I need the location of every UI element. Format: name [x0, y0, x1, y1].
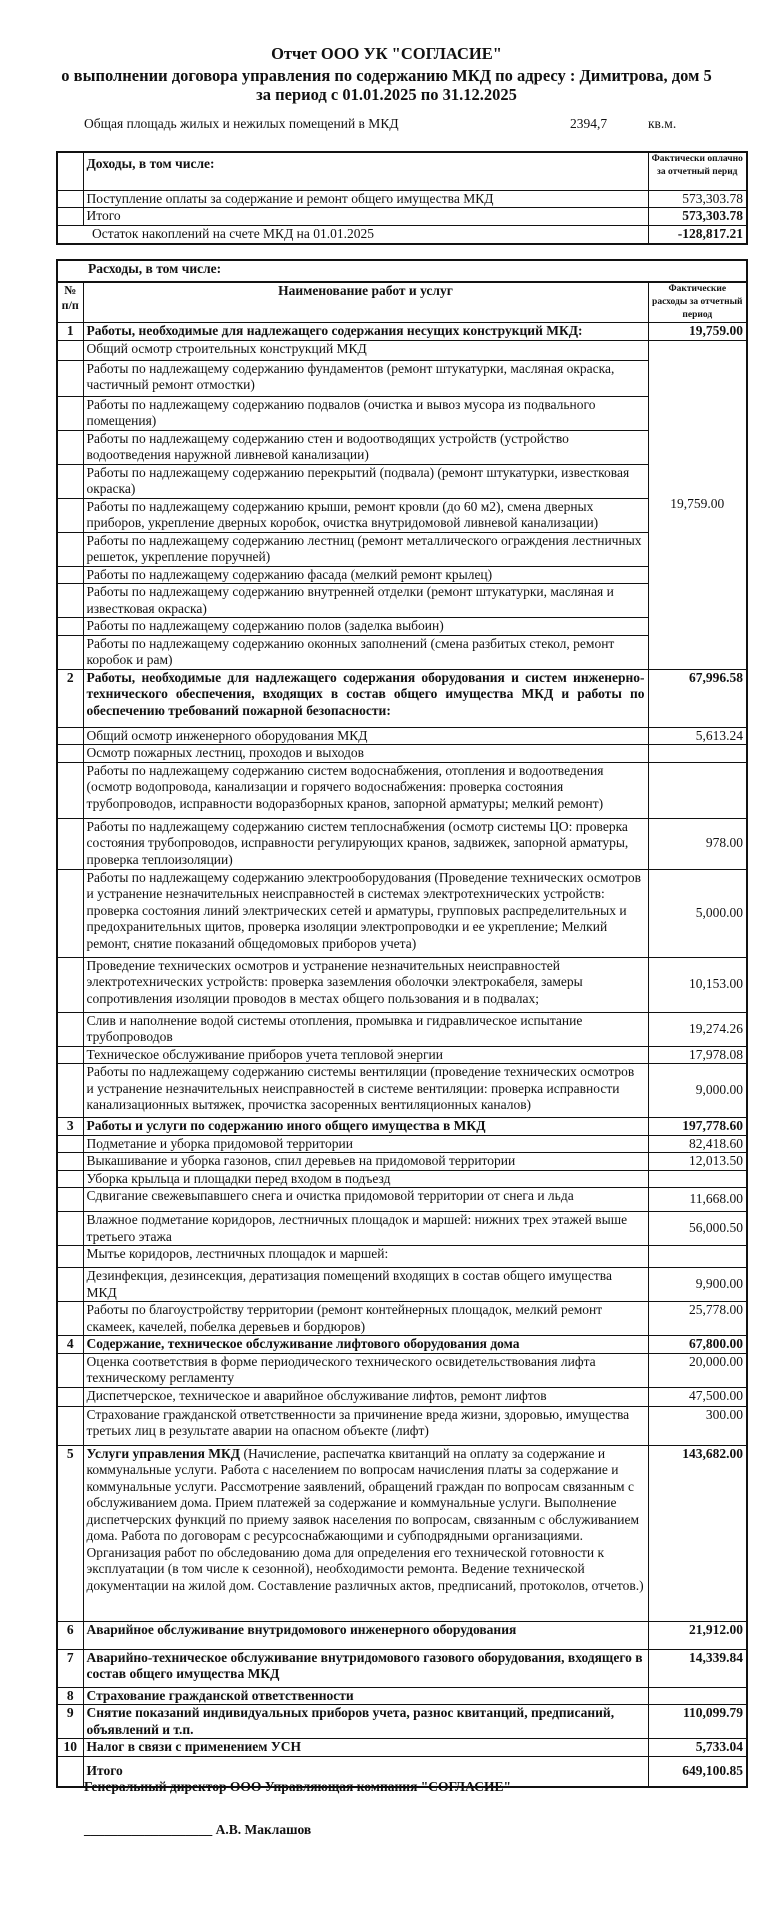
item-row: [57, 1387, 747, 1406]
area-label: Общая площадь жилых и нежилых помещений в МКД: [84, 116, 399, 131]
item-text: Мытье коридоров, лестничных площадок и маршей:: [83, 1246, 648, 1268]
col-num-header: № п/п: [57, 282, 83, 323]
signature-position: Генеральный директор ООО Управляющая компания "СОГЛАСИЕ": [84, 1779, 511, 1794]
section-title-text: Услуги управления МКД: [86, 1445, 241, 1461]
item-value: 9,000.00: [648, 1064, 747, 1118]
item-row: [57, 1302, 747, 1336]
item-value: 17,978.08: [648, 1046, 747, 1064]
item-num-cell: [57, 869, 83, 957]
balance-label: Остаток накоплений на счете МКД на 01.01.2025: [57, 226, 648, 244]
section-number: 5: [57, 1445, 83, 1621]
item-text: Оценка соответствия в форме периодического технического освидетельствования лифта техническому регламенту: [83, 1353, 648, 1387]
section-title: [83, 1445, 648, 1621]
section-title-text: Содержание, техническое обслуживание лифтового оборудования дома: [86, 1336, 520, 1351]
item-num-cell: [57, 957, 83, 1012]
section-row: [57, 669, 747, 727]
section-title-text: Работы, необходимые для надлежащего содержания несущих конструкций МКД:: [86, 323, 583, 338]
item-value: [648, 762, 747, 818]
section-title: [83, 1336, 648, 1354]
item-num-cell: [57, 1268, 83, 1302]
section-title: [83, 1621, 648, 1649]
item-text: Техническое обслуживание приборов учета тепловой энергии: [83, 1046, 648, 1064]
item-num-cell: [57, 1353, 83, 1387]
item-row: [57, 745, 747, 763]
item-text: Общий осмотр строительных конструкций МКД: [83, 340, 648, 360]
section-number: 6: [57, 1621, 83, 1649]
expenses-total-label: Итого: [83, 1756, 648, 1787]
item-num-cell: [57, 430, 83, 464]
section-title: [83, 1649, 648, 1687]
item-num-cell: [57, 464, 83, 498]
item-num-cell: [57, 584, 83, 618]
item-row: [57, 1353, 747, 1387]
expenses-title-row: [57, 260, 747, 282]
income-total-value: 573,303.78: [648, 208, 747, 226]
income-total-row: [57, 208, 747, 226]
section-title-text: Налог в связи с применением УСН: [86, 1739, 302, 1754]
area-unit: кв.м.: [648, 116, 677, 131]
item-value: 5,613.24: [648, 727, 747, 745]
item-text: Работы по надлежащему содержанию полов (заделка выбоин): [83, 618, 648, 636]
item-row: [57, 1153, 747, 1171]
section-row: [57, 1687, 747, 1705]
signature-line: ___________________: [84, 1822, 213, 1837]
item-num-cell: [57, 396, 83, 430]
item-num-cell: [57, 360, 83, 396]
section-row: [57, 1739, 747, 1757]
item-text: Проведение технических осмотров и устранение незначительных неисправностей электротехнических устройств: проверка заземления оболочки электрокабеля, замеры сопротивления изоляции проводов в местах общего пользования и в подвалах;: [83, 957, 648, 1012]
item-num-cell: [57, 818, 83, 869]
income-header-row: [57, 152, 747, 190]
income-title: Доходы, в том числе:: [83, 152, 648, 190]
item-num-cell: [57, 1135, 83, 1153]
expenses-title: Расходы, в том числе:: [57, 260, 747, 282]
item-text: Работы по надлежащему содержанию фасада (мелкий ремонт крылец): [83, 566, 648, 584]
section-row: [57, 1649, 747, 1687]
item-text: Слив и наполнение водой системы отопления, промывка и гидравлическое испытание трубопроводов: [83, 1012, 648, 1046]
item-row: [57, 464, 747, 498]
income-row-label: Поступление оплаты за содержание и ремонт общего имущества МКД: [83, 190, 648, 208]
item-text: Работы по надлежащему содержанию электрооборудования (Проведение технических осмотров и устранение незначительных неисправностей в системах электротехнических устройств: проверка состояния линий электрических сетей и арматуры, групповых распределительных и предохранительных щитов, проверка изоляции электропроводки и ее укрепление; Мелкий ремонт, снятие показаний общедомовых приборов учета): [83, 869, 648, 957]
section-title: [83, 1118, 648, 1136]
section-title-text: Снятие показаний индивидуальных приборов учета, разнос квитанций, предписаний, объявлений и т.п.: [86, 1705, 615, 1737]
item-text: Работы по надлежащему содержанию подвалов (очистка и вывоз мусора из подвального помещения): [83, 396, 648, 430]
income-row-value: 573,303.78: [648, 190, 747, 208]
item-num-cell: [57, 498, 83, 532]
item-row: [57, 566, 747, 584]
section-number: 7: [57, 1649, 83, 1687]
item-text: Работы по надлежащему содержанию оконных заполнений (смена разбитых стекол, ремонт коробок и рам): [83, 635, 648, 669]
section-number: 9: [57, 1705, 83, 1739]
item-row: [57, 1046, 747, 1064]
item-row: [57, 1135, 747, 1153]
item-num-cell: [57, 340, 83, 360]
item-row: [57, 532, 747, 566]
income-total-label: Итого: [83, 208, 648, 226]
total-num-cell: [57, 1756, 83, 1787]
item-text: Работы по надлежащему содержанию стен и водоотводящих устройств (устройство водоотведения наружной ливневой канализации): [83, 430, 648, 464]
item-value: 82,418.60: [648, 1135, 747, 1153]
item-text: Работы по надлежащему содержанию систем теплоснабжения (осмотр системы ЦО: проверка состояния трубопроводов, исправности регулирующих кранов, задвижек, запорной арматуры, проверка теплоизоляции): [83, 818, 648, 869]
item-row: [57, 1170, 747, 1188]
item-num-cell: [57, 1046, 83, 1064]
report-period: за период с 01.01.2025 по 31.12.2025: [256, 85, 517, 104]
item-text: Выкашивание и уборка газонов, спил деревьев на придомовой территории: [83, 1153, 648, 1171]
income-col-header: Фактически оплачно за отчетный перид: [648, 152, 747, 190]
report-title: Отчет ООО УК "СОГЛАСИЕ": [271, 44, 502, 63]
section-title-text: Работы и услуги по содержанию иного общего имущества в МКД: [86, 1118, 486, 1133]
item-value: 20,000.00: [648, 1353, 747, 1387]
item-text: Влажное подметание коридоров, лестничных площадок и маршей: нижних трех этажей выше третьего этажа: [83, 1212, 648, 1246]
section-value: 197,778.60: [648, 1118, 747, 1136]
item-num-cell: [57, 532, 83, 566]
signature-line-row: [84, 1822, 311, 1838]
item-row: [57, 1212, 747, 1246]
item-row: [57, 1246, 747, 1268]
item-row: [57, 762, 747, 818]
item-text: Работы по благоустройству территории (ремонт контейнерных площадок, мелкий ремонт скамеек, качелей, побелка деревьев и бордюров): [83, 1302, 648, 1336]
section-title: [83, 1705, 648, 1739]
section-value: [648, 1687, 747, 1705]
section-number: 8: [57, 1687, 83, 1705]
item-value: 11,668.00: [648, 1188, 747, 1212]
income-num-cell: [57, 152, 83, 190]
item-text: Уборка крыльца и площадки перед входом в подъезд: [83, 1170, 648, 1188]
item-row: [57, 957, 747, 1012]
item-value: [648, 1170, 747, 1188]
item-value: 9,900.00: [648, 1268, 747, 1302]
item-num-cell: [57, 1246, 83, 1268]
item-value: 10,153.00: [648, 957, 747, 1012]
balance-row: [57, 226, 747, 244]
income-row: [57, 190, 747, 208]
item-num-cell: [57, 635, 83, 669]
item-value: 19,274.26: [648, 1012, 747, 1046]
section-row: [57, 1336, 747, 1354]
signature-name: А.В. Маклашов: [215, 1822, 312, 1837]
section-title-text: Аварийное обслуживание внутридомового инженерного оборудования: [86, 1621, 517, 1637]
section-value: 5,733.04: [648, 1739, 747, 1757]
item-row: [57, 818, 747, 869]
item-text: Работы по надлежащему содержанию систем водоснабжения, отопления и водоотведения (осмотр водопровода, канализации и горячего водоснабжения: проверка состояния трубопроводов, исправности водоразборных кранов, запорной арматуры; мелкий ремонт): [83, 762, 648, 818]
item-text: Работы по надлежащему содержанию системы вентиляции (проведение технических осмотров и устранение незначительных неисправностей в системе вентиляции: проверка исправности канализационных вытяжек, прочистка засоренных вентиляционных каналов): [83, 1064, 648, 1118]
section-title: [83, 323, 648, 341]
item-row: [57, 498, 747, 532]
item-text: Осмотр пожарных лестниц, проходов и выходов: [83, 745, 648, 763]
section-row: [57, 323, 747, 341]
section-value: 21,912.00: [648, 1621, 747, 1649]
item-value: 12,013.50: [648, 1153, 747, 1171]
item-text: Работы по надлежащему содержанию фундаментов (ремонт штукатурки, масляная окраска, частичный ремонт отмостки): [83, 360, 648, 396]
section-number: 10: [57, 1739, 83, 1757]
section-row: [57, 1445, 747, 1621]
section-description: (Начисление, распечатка квитанций на оплату за содержание и коммунальные услуги. Работа с населением по вопросам начисления платы за содержание и коммунальные услуги. Рассмотрение заявлений, обращений граждан по вопросам связанным с обслуживанием дома. Прием платежей за содержание и коммунальные услуги. Выполнение диспетчерских функций по приему заявок населения по вопросам, связанным с обслуживанием дома. Работа по договорам с ресурсоснабжающими и субподрядными организациями. Организация работ по обследованию дома для определения его технической готовности к эксплуатации (в том числе к сезонной), необходимости ремонта. Ведение технической документации на жилой дом. Составление различных актов, предписаний, протоколов, отчетов.): [86, 1445, 644, 1593]
item-value: [648, 745, 747, 763]
item-row: [57, 727, 747, 745]
item-row: [57, 1064, 747, 1118]
item-text: Работы по надлежащему содержанию внутренней отделки (ремонт штукатурки, масляная и известковая окраска): [83, 584, 648, 618]
item-row: [57, 1406, 747, 1445]
section-merged-value: 19,759.00: [648, 340, 747, 669]
expenses-total-value: 649,100.85: [648, 1756, 747, 1787]
item-num-cell: [57, 1153, 83, 1171]
section-number: 1: [57, 323, 83, 341]
item-text: Общий осмотр инженерного оборудования МКД: [83, 727, 648, 745]
item-num-cell: [57, 1302, 83, 1336]
item-row: [57, 396, 747, 430]
item-value: 47,500.00: [648, 1387, 747, 1406]
section-value: 143,682.00: [648, 1445, 747, 1621]
item-value: 5,000.00: [648, 869, 747, 957]
section-title-text: Страхование гражданской ответственности: [86, 1687, 354, 1703]
item-row: [57, 618, 747, 636]
section-value: 110,099.79: [648, 1705, 747, 1739]
income-table: [56, 151, 748, 245]
item-text: Сдвигание свежевыпавшего снега и очистка придомовой территории от снега и льда: [83, 1188, 648, 1212]
item-value: 56,000.50: [648, 1212, 747, 1246]
item-num-cell: [57, 1406, 83, 1445]
item-num-cell: [57, 566, 83, 584]
section-title: [83, 669, 648, 727]
item-row: [57, 584, 747, 618]
section-value: 67,996.58: [648, 669, 747, 727]
item-row: [57, 1188, 747, 1212]
income-num-cell: [57, 190, 83, 208]
section-row: [57, 1118, 747, 1136]
balance-value: -128,817.21: [648, 226, 747, 244]
item-num-cell: [57, 745, 83, 763]
section-row: [57, 1621, 747, 1649]
income-num-cell: [57, 208, 83, 226]
section-value: 19,759.00: [648, 323, 747, 341]
section-number: 4: [57, 1336, 83, 1354]
item-value: 25,778.00: [648, 1302, 747, 1336]
section-title-text: Работы, необходимые для надлежащего содержания оборудования и систем инженерно-технического обеспечения, входящих в состав общего имущества МКД и работы по обеспечению требований пожарной безопасности:: [86, 669, 645, 718]
item-num-cell: [57, 727, 83, 745]
item-row: [57, 340, 747, 360]
item-value: 300.00: [648, 1406, 747, 1445]
item-row: [57, 635, 747, 669]
item-text: Подметание и уборка придомовой территории: [83, 1135, 648, 1153]
item-num-cell: [57, 762, 83, 818]
col-name-header: Наименование работ и услуг: [83, 282, 648, 323]
section-row: [57, 1705, 747, 1739]
section-number: 2: [57, 669, 83, 727]
item-num-cell: [57, 1212, 83, 1246]
expenses-table: [56, 259, 748, 1788]
section-value: 67,800.00: [648, 1336, 747, 1354]
item-num-cell: [57, 618, 83, 636]
item-num-cell: [57, 1170, 83, 1188]
item-text: Работы по надлежащему содержанию крыши, ремонт кровли (до 60 м2), смена дверных приборов, укрепление дверных коробок, очистка внутридомовой ливневой канализации): [83, 498, 648, 532]
item-value: [648, 1246, 747, 1268]
item-num-cell: [57, 1012, 83, 1046]
col-value-header: Фактические расходы за отчетный период: [648, 282, 747, 323]
item-row: [57, 360, 747, 396]
item-num-cell: [57, 1387, 83, 1406]
area-value: 2394,7: [570, 116, 608, 131]
item-row: [57, 869, 747, 957]
expenses-header-row: [57, 282, 747, 323]
item-text: Диспетчерское, техническое и аварийное обслуживание лифтов, ремонт лифтов: [83, 1387, 648, 1406]
section-value: 14,339.84: [648, 1649, 747, 1687]
item-num-cell: [57, 1188, 83, 1212]
item-text: Страхование гражданской ответственности за причинение вреда жизни, здоровью, имущества третьих лиц в результате аварии на опасном объекте (лифт): [83, 1406, 648, 1445]
section-title: [83, 1687, 648, 1705]
item-row: [57, 1268, 747, 1302]
item-text: Работы по надлежащему содержанию перекрытий (подвала) (ремонт штукатурки, известковая окраска): [83, 464, 648, 498]
item-text: Дезинфекция, дезинсекция, дератизация помещений входящих в состав общего имущества МКД: [83, 1268, 648, 1302]
section-title: [83, 1739, 648, 1757]
item-value: 978.00: [648, 818, 747, 869]
item-text: Работы по надлежащему содержанию лестниц (ремонт металлического ограждения лестничных решеток, укрепление поручней): [83, 532, 648, 566]
item-num-cell: [57, 1064, 83, 1118]
section-title-text: Аварийно-техническое обслуживание внутридомового газового оборудования, входящего в состав общего имущества МКД: [86, 1649, 643, 1681]
item-row: [57, 1012, 747, 1046]
item-row: [57, 430, 747, 464]
report-subtitle: о выполнении договора управления по содержанию МКД по адресу : Димитрова, дом 5: [61, 66, 712, 85]
section-number: 3: [57, 1118, 83, 1136]
